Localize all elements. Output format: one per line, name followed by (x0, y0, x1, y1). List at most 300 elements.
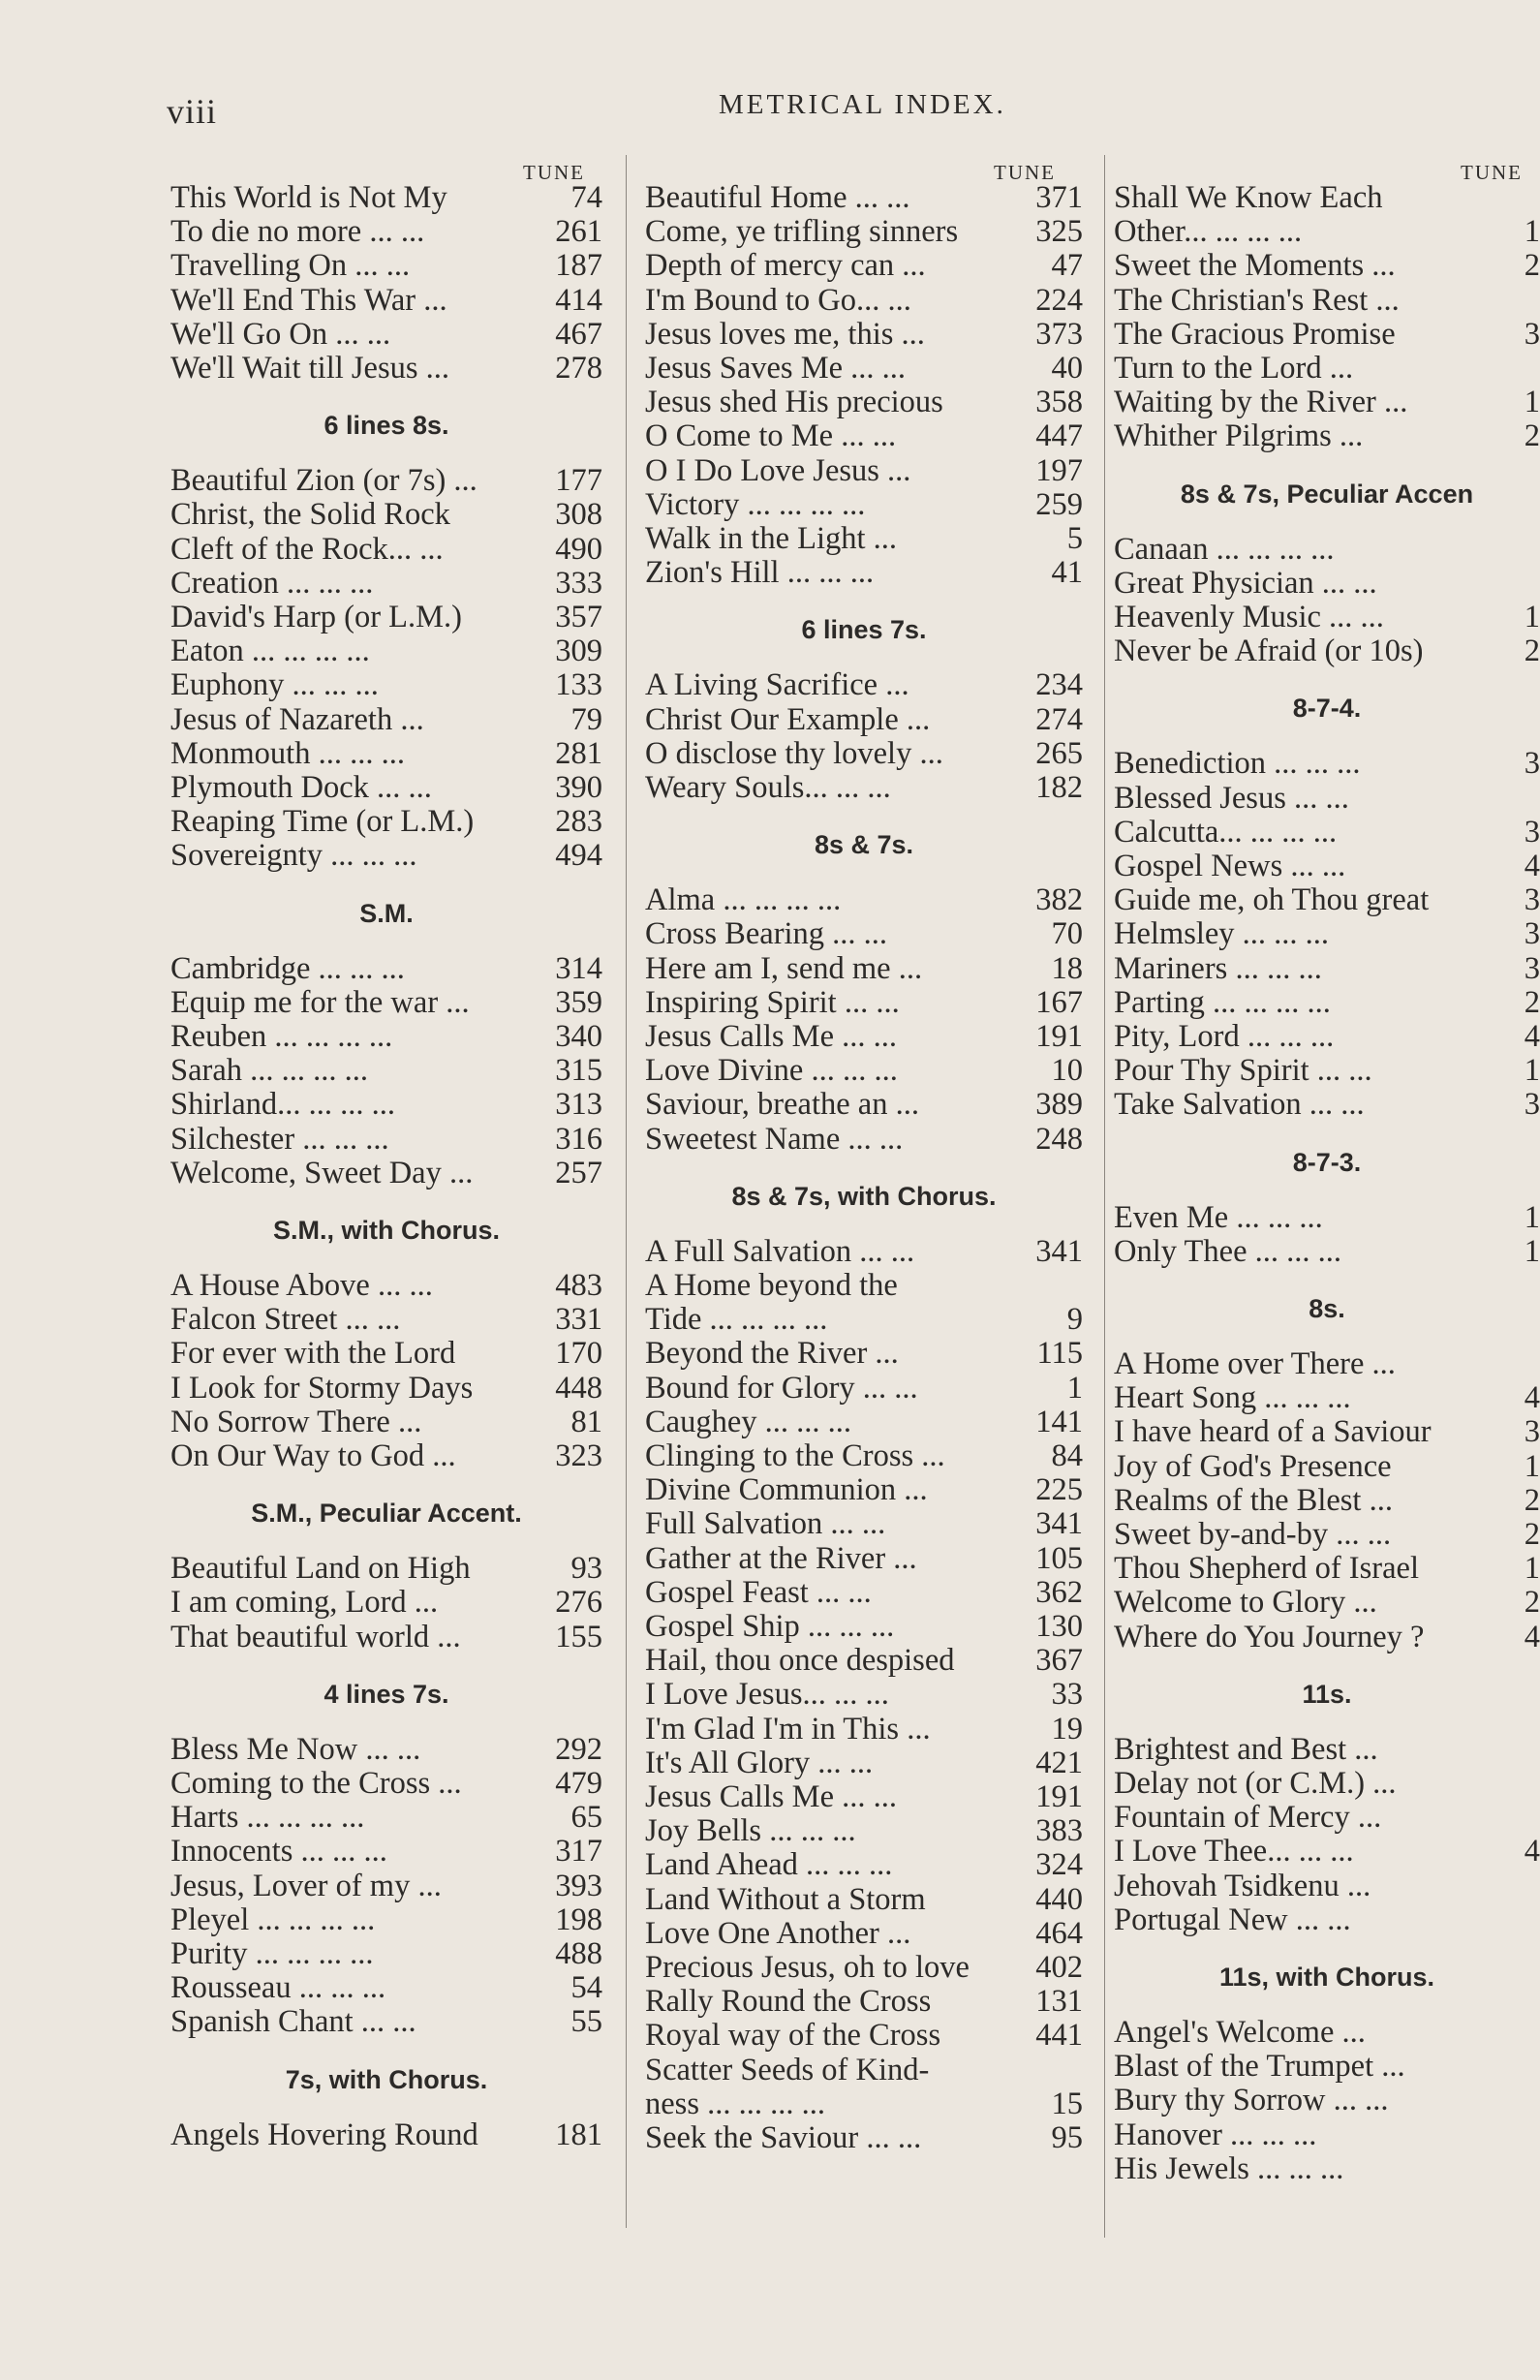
tune-name: Gospel Ship ... ... ... (645, 1609, 895, 1644)
tune-number: 234 (1035, 667, 1083, 703)
tune-number: 2 (1524, 634, 1540, 669)
tune-name: Jesus, Lover of my ... (170, 1868, 442, 1903)
tune-number: 383 (1035, 1813, 1083, 1849)
index-entry (645, 1677, 1083, 1712)
tune-name: Falcon Street ... ... (170, 1302, 401, 1338)
tune-name: Seek the Saviour ... ... (645, 2120, 922, 2155)
tune-number: 331 (555, 1302, 602, 1338)
tune-name: Plymouth Dock ... ... (170, 770, 432, 805)
tune-name: Delay not (or C.M.) ... (1114, 1766, 1397, 1801)
tune-number: 261 (555, 214, 602, 250)
tune-name: Joy of God's Presence (1114, 1448, 1392, 1484)
tune-number: 292 (555, 1731, 602, 1767)
tune-number: 65 (570, 1800, 602, 1836)
tune-name: Christ, the Solid Rock (170, 497, 450, 533)
index-entry (645, 248, 1083, 283)
index-entry (645, 1234, 1083, 1269)
tune-name: Eaton ... ... ... ... (170, 634, 370, 669)
tune-name: Alma ... ... ... ... (645, 882, 842, 918)
tune-name: Jesus of Nazareth ... (170, 701, 424, 737)
index-entry (1114, 317, 1540, 352)
index-entry (170, 180, 602, 215)
tune-name: Cambridge ... ... ... (170, 950, 405, 986)
tune-number: 1 (1524, 385, 1540, 420)
tune-number: 1 (1066, 1370, 1083, 1406)
tune-number: 359 (555, 984, 602, 1020)
index-entry (170, 1551, 602, 1586)
index-entry (1114, 283, 1540, 318)
index-entry (645, 1575, 1083, 1610)
tune-name: Jehovah Tsidkenu ... (1114, 1868, 1371, 1903)
index-entry (645, 1019, 1083, 1054)
tune-name: Jesus Calls Me ... ... (645, 1779, 897, 1814)
tune-name: I'm Bound to Go... ... (645, 282, 911, 318)
index-entry (170, 1766, 602, 1801)
index-entry (170, 1970, 602, 2005)
section-heading: 8s & 7s, Peculiar Accen (1180, 479, 1474, 509)
tune-name: The Christian's Rest ... (1114, 282, 1400, 318)
index-entry (645, 736, 1083, 771)
section-heading: 4 lines 7s. (323, 1679, 449, 1709)
tune-number: 93 (570, 1551, 602, 1587)
tune-number: 421 (1035, 1745, 1083, 1780)
index-entry (645, 1506, 1083, 1541)
tune-number: 3 (1524, 916, 1540, 952)
index-entry (170, 667, 602, 702)
tune-name: Benediction ... ... ... (1114, 746, 1361, 782)
tune-name: Brightest and Best ... (1114, 1731, 1378, 1767)
index-entry (170, 497, 602, 532)
index-entry (1114, 1087, 1540, 1122)
index-entry (1114, 882, 1540, 917)
index-entry (170, 1585, 602, 1620)
index-entry (645, 214, 1083, 249)
index-entry (170, 770, 602, 805)
tune-number: 259 (1035, 486, 1083, 522)
tune-name: O disclose thy lovely ... (645, 735, 943, 771)
index-entry (170, 1800, 602, 1835)
index-entry (1114, 1234, 1540, 1269)
tune-name: A Full Salvation ... ... (645, 1233, 915, 1269)
tune-number: 130 (1035, 1609, 1083, 1644)
tune-name: Divine Communion ... (645, 1472, 928, 1508)
index-entry (1114, 1483, 1540, 1518)
index-entry (170, 1302, 602, 1337)
page-number: viii (167, 92, 218, 131)
section-heading: 11s, with Chorus. (1218, 1963, 1435, 1992)
tune-number: 4 (1524, 1019, 1540, 1054)
tune-name: Even Me ... ... ... (1114, 1199, 1323, 1235)
tune-number: 9 (1066, 1302, 1083, 1338)
tune-number: 373 (1035, 316, 1083, 352)
tune-name: Waiting by the River ... (1114, 385, 1408, 420)
tune-name: Royal way of the Cross (645, 2018, 941, 2054)
index-entry (1114, 248, 1540, 283)
tune-number: 325 (1035, 214, 1083, 250)
index-entry (170, 634, 602, 668)
tune-number: 371 (1035, 180, 1083, 215)
tune-number: 167 (1035, 984, 1083, 1020)
index-entry (645, 521, 1083, 556)
tune-name: Welcome, Sweet Day ... (170, 1155, 474, 1190)
section-heading: 8s. (1309, 1294, 1345, 1323)
tune-name: Monmouth ... ... ... (170, 735, 405, 771)
tune-number: 494 (555, 838, 602, 874)
tune-number: 1 (1524, 1199, 1540, 1235)
tune-number: 95 (1051, 2120, 1083, 2155)
tune-number: 2 (1524, 984, 1540, 1020)
index-entry (645, 1609, 1083, 1644)
section-heading: 6 lines 7s. (801, 615, 927, 645)
index-entry (170, 532, 602, 567)
tune-column-header: TUNE (994, 161, 1056, 184)
tune-name: Precious Jesus, oh to love (645, 1950, 970, 1985)
index-entry (170, 2004, 602, 2039)
index-entry (170, 1268, 602, 1303)
tune-number: 1 (1524, 600, 1540, 634)
tune-name: Guide me, oh Thou great (1114, 882, 1430, 918)
tune-name: Gospel News ... ... (1114, 849, 1346, 883)
index-entry (1114, 985, 1540, 1020)
tune-name: This World is Not My (170, 180, 447, 215)
tune-name: Jesus loves me, this ... (645, 316, 925, 352)
index-entry (1114, 746, 1540, 781)
tune-number: 2 (1524, 1585, 1540, 1621)
tune-name: Equip me for the war ... (170, 984, 470, 1020)
index-entry (1114, 418, 1540, 453)
tune-number: 483 (555, 1268, 602, 1303)
tune-name: Gospel Feast ... ... (645, 1574, 872, 1610)
tune-name: We'll End This War ... (170, 282, 447, 318)
index-entry (645, 667, 1083, 702)
tune-name: Silchester ... ... ... (170, 1121, 389, 1157)
tune-number: 40 (1051, 351, 1083, 386)
tune-name: Harts ... ... ... ... (170, 1800, 365, 1836)
tune-name: Spanish Chant ... ... (170, 2004, 416, 2040)
tune-name: I Love Thee... ... ... (1114, 1834, 1354, 1870)
tune-name: Helmsley ... ... ... (1114, 916, 1330, 952)
index-entry (170, 214, 602, 249)
tune-number: 309 (555, 634, 602, 669)
tune-number: 170 (555, 1336, 602, 1372)
tune-number: 274 (1035, 701, 1083, 737)
tune-name: For ever with the Lord (170, 1336, 456, 1372)
tune-name: Bound for Glory ... ... (645, 1370, 918, 1406)
tune-name: Only Thee ... ... ... (1114, 1233, 1341, 1269)
tune-name: Victory ... ... ... ... (645, 486, 866, 522)
tune-name: I am coming, Lord ... (170, 1585, 439, 1621)
tune-name: Beautiful Home ... ... (645, 180, 910, 215)
index-entry (170, 702, 602, 737)
tune-name: Caughey ... ... ... (645, 1404, 852, 1439)
index-entry (170, 600, 602, 634)
tune-name: Cross Bearing ... ... (645, 916, 888, 952)
tune-number: 155 (555, 1619, 602, 1654)
tune-name: Pour Thy Spirit ... ... (1114, 1053, 1372, 1089)
tune-name: Thou Shepherd of Israel (1114, 1551, 1419, 1587)
index-entry (645, 180, 1083, 215)
index-entry (645, 1984, 1083, 2019)
index-entry (1114, 214, 1540, 249)
tune-number: 316 (555, 1121, 602, 1157)
column-divider (626, 155, 627, 2228)
tune-name: Christ Our Example ... (645, 701, 931, 737)
tune-number: 265 (1035, 735, 1083, 771)
tune-number: 15 (1051, 2086, 1083, 2121)
index-entry (645, 916, 1083, 951)
tune-number: 3 (1524, 814, 1540, 850)
index-entry (645, 555, 1083, 590)
tune-number: 191 (1035, 1779, 1083, 1814)
tune-name: Hanover ... ... ... (1114, 2117, 1317, 2152)
index-entry (170, 1732, 602, 1767)
tune-name: The Gracious Promise (1114, 316, 1396, 352)
tune-number: 4 (1524, 1619, 1540, 1654)
tune-name: Cleft of the Rock... ... (170, 531, 444, 567)
tune-name: Euphony ... ... ... (170, 667, 379, 703)
tune-name: Depth of mercy can ... (645, 248, 926, 284)
tune-name: That beautiful world ... (170, 1619, 461, 1654)
tune-name: Walk in the Light ... (645, 521, 898, 556)
tune-name: Here am I, send me ... (645, 950, 923, 986)
tune-name: Shall We Know Each (1114, 180, 1383, 215)
index-entry (1114, 1517, 1540, 1552)
index-entry (170, 1336, 602, 1371)
index-entry (1114, 1019, 1540, 1054)
section-heading: S.M. (359, 898, 414, 928)
index-entry (645, 1541, 1083, 1576)
tune-name: Other... ... ... ... (1114, 214, 1303, 250)
tune-name: Never be Afraid (or 10s) (1114, 634, 1424, 669)
tune-name: Parting ... ... ... ... (1114, 984, 1331, 1020)
tune-number: 2 (1524, 248, 1540, 284)
tune-name: Jesus shed His precious (645, 385, 943, 420)
index-entry (645, 1053, 1083, 1088)
tune-number: 197 (1035, 452, 1083, 488)
tune-number: 55 (570, 2004, 602, 2040)
index-entry (645, 1302, 1083, 1337)
tune-name: Great Physician ... ... (1114, 565, 1377, 601)
tune-name: Weary Souls... ... ... (645, 770, 891, 805)
tune-name: To die no more ... ... (170, 214, 425, 250)
tune-number: 1 (1524, 1233, 1540, 1269)
index-entry (645, 1472, 1083, 1507)
tune-name: Where do You Journey ? (1114, 1619, 1425, 1654)
tune-number: 248 (1035, 1121, 1083, 1157)
tune-column-header: TUNE (1461, 161, 1523, 184)
index-entry (1114, 385, 1540, 419)
index-entry (170, 351, 602, 386)
index-entry (645, 2086, 1083, 2121)
tune-name: Come, ye trifling sinners (645, 214, 959, 250)
tune-number: 141 (1035, 1404, 1083, 1439)
index-entry (1114, 532, 1540, 567)
index-entry (645, 1916, 1083, 1951)
index-entry (1114, 2015, 1540, 2050)
index-entry (1114, 566, 1540, 601)
tune-number: 3 (1524, 950, 1540, 986)
tune-name: Beautiful Zion (or 7s) ... (170, 463, 477, 499)
index-entry (1114, 951, 1540, 986)
tune-name: Land Without a Storm (645, 1881, 926, 1917)
tune-number: 3 (1524, 746, 1540, 782)
tune-number: 367 (1035, 1643, 1083, 1679)
tune-number: 33 (1051, 1677, 1083, 1713)
tune-number: 278 (555, 351, 602, 386)
tune-number: 79 (570, 701, 602, 737)
tune-name: I'm Glad I'm in This ... (645, 1711, 931, 1746)
index-entry (170, 804, 602, 839)
tune-name: Joy Bells ... ... ... (645, 1813, 856, 1849)
tune-name: Clinging to the Cross ... (645, 1438, 945, 1473)
tune-number: 2 (1524, 1482, 1540, 1518)
tune-name: Mariners ... ... ... (1114, 950, 1322, 986)
tune-name: David's Harp (or L.M.) (170, 600, 462, 634)
index-entry (1114, 2083, 1540, 2117)
index-entry (1114, 2049, 1540, 2084)
tune-name: Beautiful Land on High (170, 1551, 471, 1587)
index-entry (1114, 1766, 1540, 1801)
tune-name: Tide ... ... ... ... (645, 1302, 828, 1338)
tune-number: 313 (555, 1087, 602, 1123)
tune-name: A Home beyond the (645, 1268, 898, 1303)
index-entry (1114, 1902, 1540, 1937)
index-entry (645, 1438, 1083, 1473)
tune-name: I have heard of a Saviour (1114, 1414, 1432, 1450)
index-entry (170, 1371, 602, 1406)
index-entry (170, 1156, 602, 1190)
tune-name: Shirland... ... ... ... (170, 1087, 396, 1123)
index-entry (645, 1122, 1083, 1157)
tune-number: 448 (555, 1370, 602, 1406)
tune-number: 362 (1035, 1574, 1083, 1610)
tune-name: Calcutta... ... ... ... (1114, 814, 1338, 850)
tune-name: Sweet the Moments ... (1114, 248, 1396, 284)
index-entry (645, 1087, 1083, 1122)
index-entry (645, 951, 1083, 986)
index-entry (1114, 1732, 1540, 1767)
tune-name: Angels Hovering Round (170, 2117, 478, 2152)
index-entry (170, 1936, 602, 1971)
index-entry (645, 1882, 1083, 1917)
tune-name: Canaan ... ... ... ... (1114, 531, 1335, 567)
tune-name: Sovereignty ... ... ... (170, 838, 417, 874)
tune-number: 467 (555, 316, 602, 352)
tune-number: 1 (1524, 214, 1540, 250)
tune-name: A Living Sacrifice ... (645, 667, 909, 703)
tune-name: Bury thy Sorrow ... ... (1114, 2083, 1389, 2118)
index-entry (645, 770, 1083, 805)
index-entry (1114, 1869, 1540, 1903)
tune-number: 341 (1035, 1233, 1083, 1269)
index-entry (170, 283, 602, 318)
index-entry (1114, 634, 1540, 668)
index-entry (170, 1438, 602, 1473)
section-heading: 11s. (1302, 1679, 1352, 1709)
tune-number: 441 (1035, 2018, 1083, 2054)
tune-name: Scatter Seeds of Kind- (645, 2052, 930, 2087)
tune-number: 19 (1051, 1711, 1083, 1746)
tune-name: Hail, thou once despised (645, 1643, 955, 1679)
index-entry (645, 1950, 1083, 1985)
tune-name: Purity ... ... ... ... (170, 1936, 374, 1971)
index-entry (1114, 2117, 1540, 2152)
index-entry (170, 985, 602, 1020)
index-entry (170, 248, 602, 283)
index-entry (645, 1268, 1083, 1303)
tune-number: 2 (1524, 418, 1540, 454)
tune-number: 283 (555, 804, 602, 840)
tune-name: It's All Glory ... ... (645, 1745, 874, 1780)
tune-number: 324 (1035, 1847, 1083, 1883)
index-entry (170, 951, 602, 986)
index-entry (1114, 180, 1540, 215)
section-heading: 8s & 7s. (814, 830, 914, 860)
index-entry (1114, 1053, 1540, 1088)
index-entry (1114, 1414, 1540, 1449)
tune-number: 357 (555, 600, 602, 634)
tune-number: 18 (1051, 950, 1083, 986)
tune-name: Land Ahead ... ... ... (645, 1847, 893, 1883)
tune-name: Saviour, breathe an ... (645, 1087, 919, 1123)
tune-number: 308 (555, 497, 602, 533)
index-entry (170, 2117, 602, 2152)
index-entry (1114, 849, 1540, 883)
tune-number: 389 (1035, 1087, 1083, 1123)
index-entry (1114, 916, 1540, 951)
tune-name: Reaping Time (or L.M.) (170, 804, 475, 840)
index-entry (645, 283, 1083, 318)
tune-number: 1 (1524, 1053, 1540, 1089)
tune-number: 191 (1035, 1019, 1083, 1054)
tune-number: 5 (1066, 521, 1083, 556)
tune-number: 181 (555, 2117, 602, 2152)
index-entry (170, 1087, 602, 1122)
tune-number: 4 (1524, 1834, 1540, 1870)
index-entry (170, 463, 602, 498)
section-heading: S.M., with Chorus. (273, 1216, 500, 1245)
tune-number: 84 (1051, 1438, 1083, 1473)
tune-name: I Look for Stormy Days (170, 1370, 474, 1406)
tune-number: 177 (555, 463, 602, 499)
index-entry (645, 385, 1083, 419)
tune-number: 440 (1035, 1881, 1083, 1917)
index-entry (170, 1869, 602, 1903)
tune-number: 276 (555, 1585, 602, 1621)
tune-name: Full Salvation ... ... (645, 1506, 886, 1542)
index-entry (1114, 1620, 1540, 1654)
section-heading: 6 lines 8s. (323, 411, 449, 441)
tune-name: Gather at the River ... (645, 1540, 917, 1576)
tune-number: 490 (555, 531, 602, 567)
tune-number: 70 (1051, 916, 1083, 952)
tune-name: Zion's Hill ... ... ... (645, 555, 875, 591)
tune-number: 3 (1524, 1087, 1540, 1123)
tune-name: Angel's Welcome ... (1114, 2015, 1366, 2050)
tune-number: 488 (555, 1936, 602, 1971)
index-entry (1114, 1585, 1540, 1620)
tune-number: 182 (1035, 770, 1083, 805)
tune-number: 393 (555, 1868, 602, 1903)
tune-name: Jesus Calls Me ... ... (645, 1019, 897, 1054)
tune-name: We'll Go On ... ... (170, 316, 391, 352)
tune-number: 3 (1524, 316, 1540, 352)
tune-number: 54 (570, 1970, 602, 2006)
index-entry (645, 2018, 1083, 2053)
tune-number: 1 (1524, 1551, 1540, 1587)
index-entry (170, 1019, 602, 1054)
tune-number: 4 (1524, 849, 1540, 883)
